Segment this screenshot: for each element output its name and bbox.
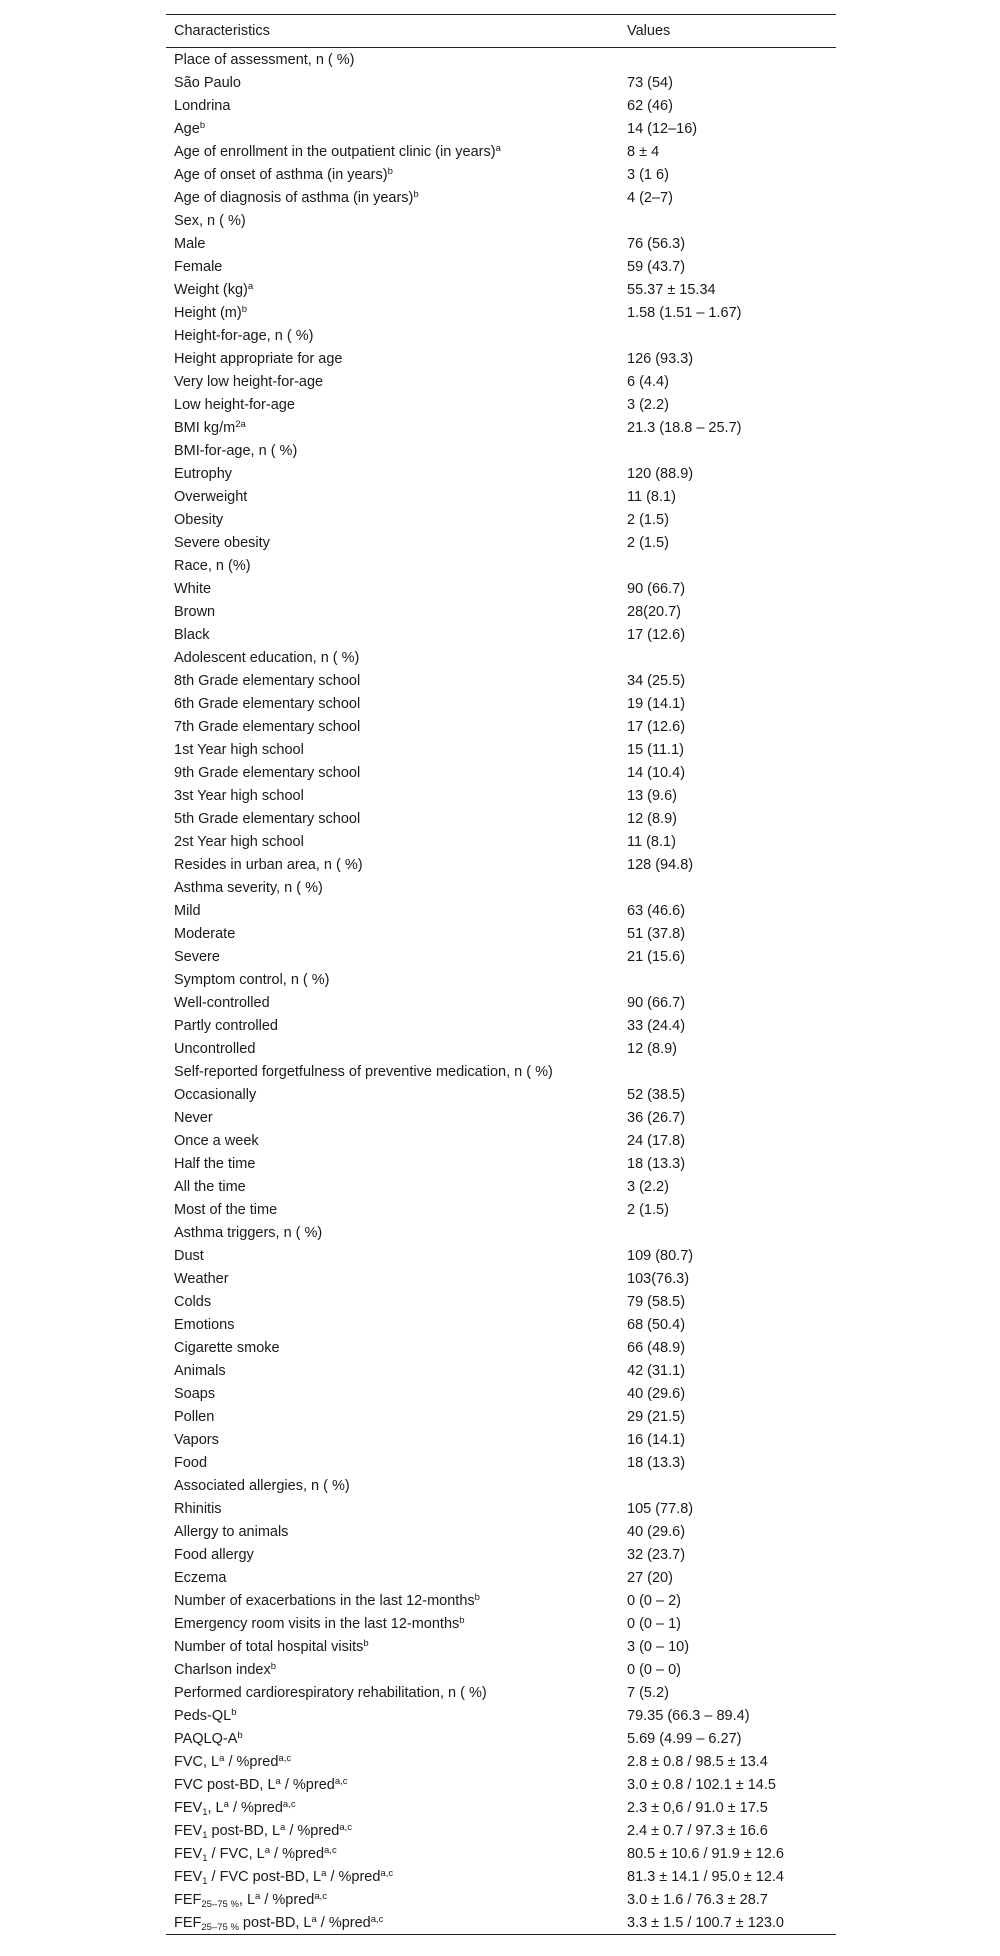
table-row (166, 784, 836, 807)
row-label: Sex, n ( %) (174, 212, 246, 229)
table-row (166, 1865, 836, 1888)
row-value: 90 (66.7) (627, 580, 686, 597)
row-value: 12 (8.9) (627, 810, 677, 827)
row-value: 79.35 (66.3 – 89.4) (627, 1707, 750, 1724)
table-row (166, 554, 836, 577)
row-value: 21.3 (18.8 – 25.7) (627, 419, 742, 436)
row-value: 29 (21.5) (627, 1408, 686, 1425)
row-value: 6 (4.4) (627, 373, 669, 390)
row-label: Low height-for-age (174, 396, 295, 413)
table-row (166, 324, 836, 347)
row-value: 34 (25.5) (627, 672, 686, 689)
table-row (166, 439, 836, 462)
row-label: Age of enrollment in the outpatient clinic (in years)$^a$ (174, 142, 501, 160)
row-value: 1.58 (1.51 – 1.67) (627, 304, 742, 321)
row-value: 103(76.3) (627, 1270, 690, 1287)
table-row (166, 1313, 836, 1336)
row-label: Age$^b$ (174, 119, 206, 137)
row-value: 3 (1 6) (627, 166, 669, 183)
row-value: 18 (13.3) (627, 1155, 686, 1172)
row-label: Weight (kg)$^a$ (174, 280, 254, 298)
table-row (166, 1704, 836, 1727)
table-row (166, 117, 836, 140)
row-value: 109 (80.7) (627, 1247, 694, 1264)
row-label: Obesity (174, 511, 224, 528)
row-label: Allergy to animals (174, 1523, 289, 1540)
row-label: São Paulo (174, 74, 241, 91)
row-label: Female (174, 258, 223, 275)
row-label: Eczema (174, 1569, 227, 1586)
row-value: 63 (46.6) (627, 902, 686, 919)
table-row (166, 577, 836, 600)
table-row (166, 1635, 836, 1658)
row-label: Rhinitis (174, 1500, 222, 1517)
table-row (166, 922, 836, 945)
row-label: Male (174, 235, 206, 252)
table-row (166, 1842, 836, 1865)
table-row (166, 853, 836, 876)
row-value: 17 (12.6) (627, 718, 686, 735)
row-value: 0 (0 – 0) (627, 1661, 681, 1678)
row-value: 16 (14.1) (627, 1431, 686, 1448)
row-value: 55.37 ± 15.34 (627, 281, 716, 298)
row-value: 14 (12–16) (627, 120, 698, 137)
table-row (166, 508, 836, 531)
row-value: 14 (10.4) (627, 764, 686, 781)
row-value: 13 (9.6) (627, 787, 677, 804)
table-row (166, 1129, 836, 1152)
row-label: Occasionally (174, 1086, 257, 1103)
table-row (166, 1796, 836, 1819)
row-label: Moderate (174, 925, 236, 942)
table-row (166, 1543, 836, 1566)
table-row (166, 876, 836, 899)
row-value: 0 (0 – 1) (627, 1615, 681, 1632)
row-label: Emotions (174, 1316, 235, 1333)
table-row (166, 1359, 836, 1382)
table-row (166, 1244, 836, 1267)
row-value: 52 (38.5) (627, 1086, 686, 1103)
row-value: 28(20.7) (627, 603, 682, 620)
row-label: Age of diagnosis of asthma (in years)$^b$ (174, 188, 419, 206)
table-row (166, 370, 836, 393)
row-label: $FEV_1$ post-BD, $L^a$ / %pred$^{a,c}$ (174, 1821, 353, 1841)
row-label: $FEF_{25-75 \%}$ post-BD, $L^a$ / %pred$^{a,c}$ (174, 1913, 384, 1933)
row-value: 2 (1.5) (627, 511, 669, 528)
row-value: 18 (13.3) (627, 1454, 686, 1471)
row-label: Weather (174, 1270, 229, 1287)
row-value: 11 (8.1) (627, 833, 676, 850)
row-label: Adolescent education, n ( %) (174, 649, 360, 666)
row-label: BMI-for-age, n ( %) (174, 442, 298, 459)
table-row (166, 761, 836, 784)
table-row (166, 1175, 836, 1198)
table-row (166, 71, 836, 94)
row-value: 36 (26.7) (627, 1109, 686, 1126)
table-row (166, 646, 836, 669)
row-label: $FEV_1$, $L^a$ / %pred$^{a,c}$ (174, 1798, 296, 1818)
table-row (166, 991, 836, 1014)
row-value: 12 (8.9) (627, 1040, 677, 1057)
table-row (166, 623, 836, 646)
table-row (166, 1451, 836, 1474)
row-value: 3 (2.2) (627, 1178, 669, 1195)
row-label: 2st Year high school (174, 833, 304, 850)
row-label: Height appropriate for age (174, 350, 343, 367)
row-value: 21 (15.6) (627, 948, 686, 965)
row-label: 6th Grade elementary school (174, 695, 361, 712)
row-value: 80.5 ± 10.6 / 91.9 ± 12.6 (627, 1845, 785, 1862)
table-row (166, 94, 836, 117)
row-value: 3.0 ± 1.6 / 76.3 ± 28.7 (627, 1891, 768, 1908)
table-row (166, 1727, 836, 1750)
row-label: Symptom control, n ( %) (174, 971, 330, 988)
row-label: Performed cardiorespiratory rehabilitation, n ( %) (174, 1684, 487, 1701)
row-label: Londrina (174, 97, 231, 114)
row-label: Asthma severity, n ( %) (174, 879, 323, 896)
header-characteristics: Characteristics (174, 23, 270, 39)
table-row (166, 1497, 836, 1520)
table-row (166, 1336, 836, 1359)
table-row (166, 807, 836, 830)
row-value: 8 ± 4 (627, 143, 660, 160)
row-label: Pollen (174, 1408, 215, 1425)
row-label: Height-for-age, n ( %) (174, 327, 314, 344)
table-body (166, 48, 836, 1934)
table-row (166, 485, 836, 508)
table-row (166, 48, 836, 71)
row-value: 40 (29.6) (627, 1385, 686, 1402)
row-label: Uncontrolled (174, 1040, 256, 1057)
row-value: 0 (0 – 2) (627, 1592, 681, 1609)
row-label: Resides in urban area, n ( %) (174, 856, 363, 873)
row-label: Dust (174, 1247, 204, 1264)
row-value: 66 (48.9) (627, 1339, 686, 1356)
row-label: Place of assessment, n ( %) (174, 51, 355, 68)
row-label: White (174, 580, 212, 597)
table-row (166, 692, 836, 715)
table-row (166, 1773, 836, 1796)
row-label: Most of the time (174, 1201, 278, 1218)
table-row (166, 278, 836, 301)
row-label: Self-reported forgetfulness of preventive medication, n ( %) (174, 1063, 553, 1080)
row-value: 3.0 ± 0.8 / 102.1 ± 14.5 (627, 1776, 776, 1793)
table-row (166, 1198, 836, 1221)
table-row (166, 715, 836, 738)
table-row (166, 1428, 836, 1451)
row-label: Age of onset of asthma (in years)$^b$ (174, 165, 393, 183)
row-label: FVC, $L^a$ / %pred$^{a,c}$ (174, 1752, 292, 1770)
row-value: 2 (1.5) (627, 1201, 669, 1218)
table-row (166, 1152, 836, 1175)
row-label: Very low height-for-age (174, 373, 324, 390)
table-row (166, 1589, 836, 1612)
table-row (166, 968, 836, 991)
row-value: 3 (0 – 10) (627, 1638, 690, 1655)
table-row (166, 1612, 836, 1635)
row-label: $FEV_1$ / FVC, $L^a$ / %pred$^{a,c}$ (174, 1844, 337, 1864)
row-value: 128 (94.8) (627, 856, 694, 873)
table-row (166, 301, 836, 324)
row-label: Height $(m)^b$ (174, 303, 247, 321)
row-value: 2.4 ± 0.7 / 97.3 ± 16.6 (627, 1822, 768, 1839)
row-label: Peds-$QL^b$ (174, 1706, 237, 1724)
row-value: 59 (43.7) (627, 258, 686, 275)
table-row (166, 899, 836, 922)
table-row (166, 738, 836, 761)
table-row (166, 209, 836, 232)
row-label: All the time (174, 1178, 246, 1195)
row-label: Overweight (174, 488, 248, 505)
table-row (166, 186, 836, 209)
table-row (166, 1911, 836, 1934)
row-label: Never (174, 1109, 213, 1126)
row-label: Brown (174, 603, 216, 620)
table-row (166, 1520, 836, 1543)
row-value: 120 (88.9) (627, 465, 694, 482)
row-value: 4 (2–7) (627, 189, 673, 206)
row-value: 126 (93.3) (627, 350, 694, 367)
table-row (166, 1037, 836, 1060)
row-label: 1st Year high school (174, 741, 304, 758)
row-label: 5th Grade elementary school (174, 810, 361, 827)
row-label: FVC post-BD, $L^a$ / %pred$^{a,c}$ (174, 1775, 348, 1793)
row-label: Animals (174, 1362, 226, 1379)
row-label: Number of total hospital visits$^b$ (174, 1637, 369, 1655)
row-value: 76 (56.3) (627, 235, 686, 252)
table-row (166, 1750, 836, 1773)
row-value: 68 (50.4) (627, 1316, 686, 1333)
row-value: 40 (29.6) (627, 1523, 686, 1540)
table-row (166, 393, 836, 416)
table-row (166, 669, 836, 692)
row-label: 3st Year high school (174, 787, 304, 804)
row-label: Half the time (174, 1155, 256, 1172)
row-label: Asthma triggers, n ( %) (174, 1224, 323, 1241)
table-row (166, 140, 836, 163)
row-label: Emergency room visits in the last 12-months$^b$ (174, 1614, 465, 1632)
row-label: Severe (174, 948, 220, 965)
row-value: 3 (2.2) (627, 396, 669, 413)
row-value: 2 (1.5) (627, 534, 669, 551)
row-label: Severe obesity (174, 534, 270, 551)
table-row (166, 531, 836, 554)
row-label: Colds (174, 1293, 212, 1310)
characteristics-table (166, 14, 836, 1935)
row-label: Charlson index$^b$ (174, 1660, 277, 1678)
row-label: Food allergy (174, 1546, 254, 1563)
table-row (166, 1566, 836, 1589)
header-values: Values (627, 23, 671, 39)
table-row (166, 347, 836, 370)
row-label: PAQLQ-$A^b$ (174, 1729, 243, 1747)
row-value: 62 (46) (627, 97, 673, 114)
table-row (166, 416, 836, 439)
row-label: Partly controlled (174, 1017, 278, 1034)
row-value: 73 (54) (627, 74, 673, 91)
table-row (166, 600, 836, 623)
row-label: Food (174, 1454, 208, 1471)
table-row (166, 1382, 836, 1405)
table-row (166, 1221, 836, 1244)
row-label: Number of exacerbations in the last 12-months$^b$ (174, 1591, 480, 1609)
row-value: 33 (24.4) (627, 1017, 686, 1034)
row-label: Once a week (174, 1132, 259, 1149)
row-value: 3.3 ± 1.5 / 100.7 ± 123.0 (627, 1914, 785, 1931)
table-row (166, 1106, 836, 1129)
row-value: 24 (17.8) (627, 1132, 686, 1149)
table-row (166, 232, 836, 255)
row-value: 32 (23.7) (627, 1546, 686, 1563)
row-value: 5.69 (4.99 – 6.27) (627, 1730, 742, 1747)
row-label: $FEF_{25-75 \%}$, $L^a$ / %pred$^{a,c}$ (174, 1890, 328, 1910)
row-value: 105 (77.8) (627, 1500, 694, 1517)
table-row (166, 255, 836, 278)
row-value: 51 (37.8) (627, 925, 686, 942)
row-label: Associated allergies, n ( %) (174, 1477, 350, 1494)
table-row (166, 1819, 836, 1842)
row-label: BMI $kg/m^{2a}$ (174, 418, 246, 436)
row-label: Cigarette smoke (174, 1339, 280, 1356)
table-row (166, 1060, 836, 1083)
table-row (166, 1681, 836, 1704)
row-value: 27 (20) (627, 1569, 673, 1586)
row-value: 2.8 ± 0.8 / 98.5 ± 13.4 (627, 1753, 768, 1770)
table-header (166, 15, 836, 48)
row-label: Race, n (%) (174, 557, 251, 574)
row-value: 15 (11.1) (627, 741, 684, 758)
row-value: 79 (58.5) (627, 1293, 686, 1310)
row-label: Vapors (174, 1431, 219, 1448)
table-row (166, 1474, 836, 1497)
row-value: 81.3 ± 14.1 / 95.0 ± 12.4 (627, 1868, 785, 1885)
table-row (166, 1083, 836, 1106)
table-row (166, 1658, 836, 1681)
row-label: 7th Grade elementary school (174, 718, 361, 735)
table-row (166, 462, 836, 485)
table-row (166, 945, 836, 968)
row-label: Soaps (174, 1385, 216, 1402)
row-label: Mild (174, 902, 201, 919)
row-label: Eutrophy (174, 465, 233, 482)
row-label: 8th Grade elementary school (174, 672, 361, 689)
row-label: $FEV_1$ / FVC post-BD, $L^a$ / %pred$^{a,c}$ (174, 1867, 394, 1887)
row-value: 11 (8.1) (627, 488, 676, 505)
row-value: 90 (66.7) (627, 994, 686, 1011)
table-row (166, 1290, 836, 1313)
row-label: Black (174, 626, 210, 643)
table-row (166, 163, 836, 186)
row-label: 9th Grade elementary school (174, 764, 361, 781)
row-value: 17 (12.6) (627, 626, 686, 643)
table-row (166, 1405, 836, 1428)
table-row (166, 1267, 836, 1290)
table-row (166, 1888, 836, 1911)
row-value: 42 (31.1) (627, 1362, 686, 1379)
row-value: 2.3 ± 0,6 / 91.0 ± 17.5 (627, 1799, 768, 1816)
row-value: 19 (14.1) (627, 695, 686, 712)
row-value: 7 (5.2) (627, 1684, 669, 1701)
row-label: Well-controlled (174, 994, 270, 1011)
table-row (166, 1014, 836, 1037)
table-row (166, 830, 836, 853)
